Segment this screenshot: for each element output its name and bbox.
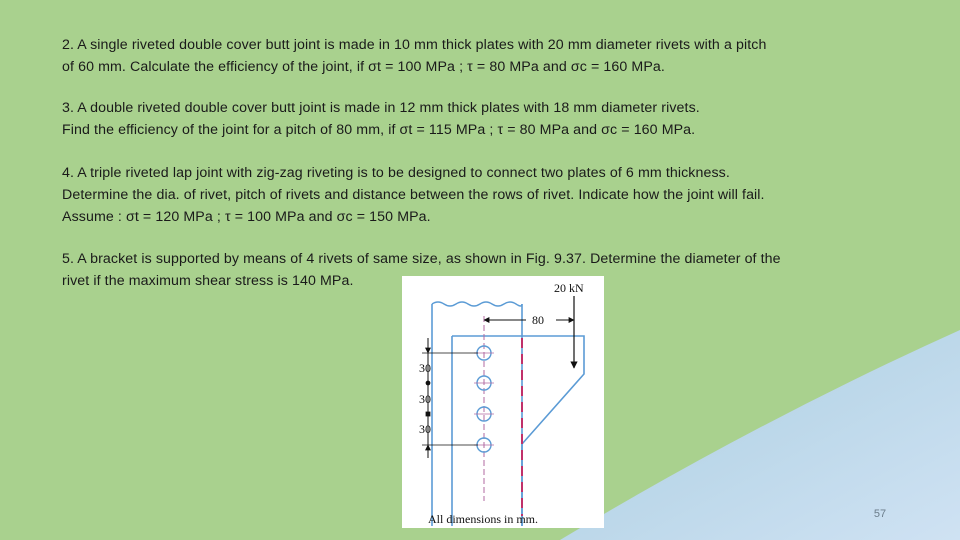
- spacing-label-1: 30: [419, 361, 431, 375]
- spacing-label-3: 30: [419, 422, 431, 436]
- problem-4: [62, 162, 902, 228]
- load-label: 20 kN: [554, 281, 584, 295]
- problem-2-line-1: 2. A single riveted double cover butt joint is made in 10 mm thick plates with 20 mm diameter rivets with a pitch: [62, 37, 767, 53]
- figure-caption: All dimensions in mm.: [428, 512, 539, 526]
- problem-5-line-2: rivet if the maximum shear stress is 140 MPa.: [62, 273, 354, 289]
- problem-3: [62, 97, 902, 141]
- problem-4-line-1: 4. A triple riveted lap joint with zig-zag riveting is to be designed to connect two plates of 6 mm thickness.: [62, 165, 730, 181]
- problem-5-line-1: 5. A bracket is supported by means of 4 rivets of same size, as shown in Fig. 9.37. Determine the diameter of the: [62, 251, 781, 267]
- problem-2: [62, 34, 902, 78]
- problem-2-line-2: of 60 mm. Calculate the efficiency of the joint, if σt = 100 MPa ; τ = 80 MPa and σc = 160 MPa.: [62, 59, 665, 75]
- page-number: 57: [873, 508, 887, 520]
- problem-4-line-2: Determine the dia. of rivet, pitch of rivets and distance between the rows of rivet. Indicate how the joint will fail.: [62, 187, 765, 203]
- spacing-label-2: 30: [419, 392, 431, 406]
- bracket-diagram: [402, 276, 604, 528]
- bracket-figure: [402, 276, 604, 528]
- offset-label: 80: [532, 313, 544, 327]
- problem-3-line-2: Find the efficiency of the joint for a pitch of 80 mm, if σt = 115 MPa ; τ = 80 MPa and σc = 160 MPa.: [62, 122, 696, 138]
- bracket-outline: [452, 336, 584, 526]
- problem-4-line-3: Assume : σt = 120 MPa ; τ = 100 MPa and σc = 150 MPa.: [62, 209, 431, 225]
- rivet-2: [474, 376, 494, 390]
- problem-3-line-1: 3. A double riveted double cover butt joint is made in 12 mm thick plates with 18 mm diameter rivets.: [62, 100, 700, 116]
